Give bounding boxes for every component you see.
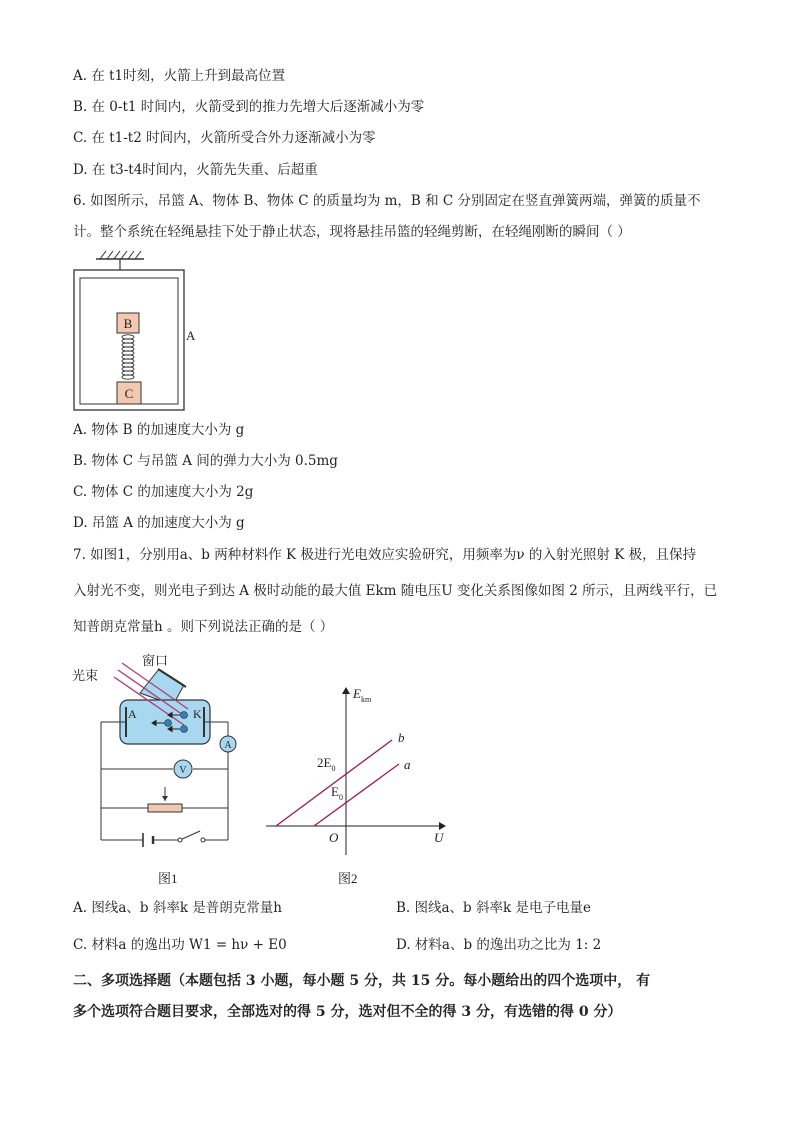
spring: [122, 335, 134, 379]
anode-label: A: [128, 707, 137, 721]
line-b-label: b: [398, 730, 405, 745]
q7-figure2-graph: [260, 680, 460, 890]
q6-figure-basket: [68, 248, 218, 416]
origin-label: O: [329, 830, 339, 845]
basket-a-label: A: [186, 328, 196, 343]
line-b: [276, 740, 392, 826]
fig1-caption: 图1: [158, 871, 178, 886]
tick-2e0: $2E_0$: [317, 755, 336, 773]
section2-heading-line2: 多个选项符合题目要求，全部选对的得 5 分，选对但不全的得 3 分，有选错的得 0 分）: [73, 1004, 622, 1020]
q6-stem-line1: 6. 如图所示，吊篮 A、物体 B、物体 C 的质量均为 m，B 和 C 分别固定在竖直弹簧两端，弹簧的质量不: [73, 193, 701, 209]
fig2-caption: 图2: [338, 871, 358, 886]
q7-option-a[interactable]: A. 图线a、b 斜率k 是普朗克常量h: [73, 900, 282, 916]
tick-e0: $E_0$: [331, 784, 343, 802]
block-b-label: B: [123, 316, 133, 331]
cathode-label: K: [193, 707, 202, 721]
q7-stem-line1: 7. 如图1，分别用a、b 两种材料作 K 极进行光电效应实验研究，用频率为ν 的入射光照射 K 极，且保持: [73, 547, 697, 563]
q6-option-d[interactable]: D. 吊篮 A 的加速度大小为 g: [73, 515, 245, 531]
y-axis-label: $E_{km}$: [353, 686, 372, 704]
q5-option-d[interactable]: D. 在 t3-t4时间内，火箭先失重、后超重: [73, 162, 318, 178]
window-label: 窗口: [142, 653, 169, 668]
section2-heading-line1: 二、多项选择题（本题包括 3 小题，每小题 5 分，共 15 分。每小题给出的四个选项中， 有: [73, 973, 651, 989]
q6-option-b[interactable]: B. 物体 C 与吊篮 A 间的弹力大小为 0.5mg: [73, 453, 338, 469]
q7-option-d[interactable]: D. 材料a、b 的逸出功之比为 1: 2: [396, 937, 602, 953]
q7-option-b[interactable]: B. 图线a、b 斜率k 是电子电量e: [396, 900, 591, 916]
x-axis-label: U: [434, 830, 444, 845]
q7-figure1-circuit: [68, 645, 248, 890]
q6-stem-line2: 计。整个系统在轻绳悬挂下处于静止状态，现将悬挂吊篮的轻绳剪断，在轻绳刚断的瞬间（ ）: [73, 224, 631, 240]
ammeter-label: A: [224, 740, 232, 751]
q7-stem-line3: 知普朗克常量h 。则下列说法正确的是（ ）: [73, 619, 334, 635]
q7-option-c[interactable]: C. 材料a 的逸出功 W1 = hν + E0: [73, 937, 287, 953]
q5-option-b[interactable]: B. 在 0-t1 时间内，火箭受到的推力先增大后逐渐减小为零: [73, 99, 425, 115]
beam-label: 光束: [72, 668, 99, 683]
block-c-label: C: [124, 386, 134, 401]
line-a-label: a: [404, 757, 411, 772]
voltmeter-label: V: [179, 765, 187, 776]
q6-option-c[interactable]: C. 物体 C 的加速度大小为 2g: [73, 484, 254, 500]
line-a: [314, 764, 399, 826]
q6-option-a[interactable]: A. 物体 B 的加速度大小为 g: [73, 422, 245, 438]
q5-option-a[interactable]: A. 在 t1时刻，火箭上升到最高位置: [73, 68, 286, 84]
rheostat: [148, 804, 182, 812]
q7-stem-line2: 入射光不变，则光电子到达 A 极时动能的最大值 Ekm 随电压U 变化关系图像如图 2 所示，且两线平行，已: [73, 583, 718, 599]
q5-option-c[interactable]: C. 在 t1-t2 时间内，火箭所受合外力逐渐减小为零: [73, 130, 376, 146]
